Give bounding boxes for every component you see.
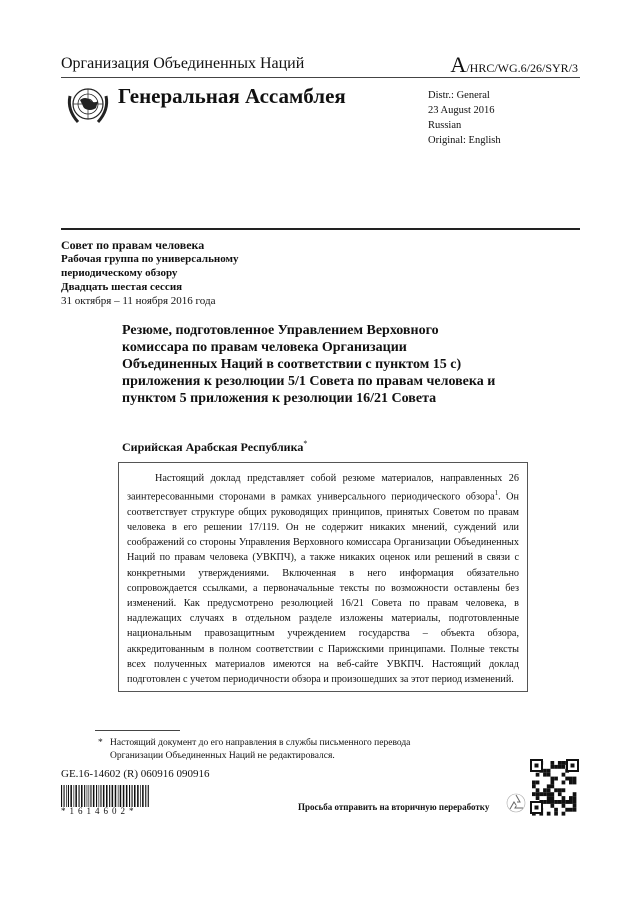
summary-paragraph bbox=[127, 471, 519, 687]
original-language-line: Original: English bbox=[428, 135, 501, 146]
job-number: GE.16-14602 (R) 060916 090916 bbox=[61, 768, 210, 780]
symbol-code: /HRC/WG.6/26/SYR/3 bbox=[466, 61, 578, 75]
footnote-rule bbox=[95, 730, 180, 731]
symbol-letter: A bbox=[450, 52, 467, 77]
barcode-number: *1614602* bbox=[61, 806, 138, 816]
document-title: Резюме, подготовленное Управлением Верховного комиссара по правам человека Организации Объединенных Наций в соответствии с пунктом 15 с) приложения к резолюции 5/1 Совета по правам человека и пунктом 5 приложения к резолюции 16/21 Совета bbox=[122, 323, 496, 406]
summary-text-2: . Он соответствует структуре общих руководящих принципов, принятых Советом по правам человека в его решении 17/119. Он не содержит никаких мнений, суждений или соображений со стороны Управления Верховного комиссара Организации Объединенных Наций по правам человека (УВКПЧ), а также никаких оценок или решений в связи с конкретными утверждениями. Включенная в него информация обязательно сопровождается ссылками, а первоначальные тексты по возможности оставлены без изменений. Как предусмотрено резолюцией 16/21 Совета по правам человека, в надлежащих случаях в отдельном разделе изложены материалы, подготовленные национальным правозащитным учреждением государства – объекта обзора, аккредитованным в полном соответствии с Парижскими принципами. Полные тексты всех полученных материалов имеются на веб-сайте УВКПЧ. Настоящий доклад подготовлен с учетом периодичности обзора и произошедших за этот период изменений. bbox=[127, 491, 519, 686]
footnote-mark: * bbox=[98, 738, 103, 748]
recycle-text: Просьба отправить на вторичную переработку bbox=[298, 802, 490, 812]
footnote bbox=[98, 737, 411, 763]
council-name: Совет по правам человека bbox=[61, 238, 205, 252]
barcode-icon bbox=[61, 785, 151, 807]
session-dates: 31 октября – 11 ноября 2016 года bbox=[61, 295, 216, 307]
session-name: Двадцать шестая сессия bbox=[61, 281, 183, 293]
document-symbol bbox=[450, 52, 578, 78]
un-emblem-icon bbox=[64, 82, 112, 130]
distribution-info bbox=[428, 88, 501, 148]
date-line: 23 August 2016 bbox=[428, 105, 495, 116]
country-footnote-mark: * bbox=[303, 439, 308, 448]
summary-text-1: Настоящий доклад представляет собой резюме материалов, направленных 26 заинтересованными сторонами в рамках универсального периодического обзора bbox=[127, 473, 519, 503]
country-name: Сирийская Арабская Республика bbox=[122, 440, 304, 454]
working-group-line2: периодическому обзору bbox=[61, 267, 178, 279]
header-rule bbox=[61, 77, 580, 78]
qr-code-icon bbox=[529, 758, 579, 818]
recycle-icon bbox=[505, 792, 527, 814]
distribution-line: Distr.: General bbox=[428, 90, 490, 101]
country-heading bbox=[122, 439, 307, 455]
language-line: Russian bbox=[428, 120, 462, 131]
section-rule bbox=[61, 228, 580, 230]
working-group-line1: Рабочая группа по универсальному bbox=[61, 253, 239, 265]
organization-name: Организация Объединенных Наций bbox=[61, 55, 305, 72]
footnote-line2: Организации Объединенных Наций не редактировался. bbox=[110, 751, 335, 761]
summary-box bbox=[118, 462, 528, 692]
session-info bbox=[61, 238, 239, 308]
footnote-ref: 1 bbox=[494, 489, 499, 498]
body-name: Генеральная Ассамблея bbox=[118, 84, 346, 108]
footnote-line1: Настоящий документ до его направления в службы письменного перевода bbox=[110, 738, 411, 748]
